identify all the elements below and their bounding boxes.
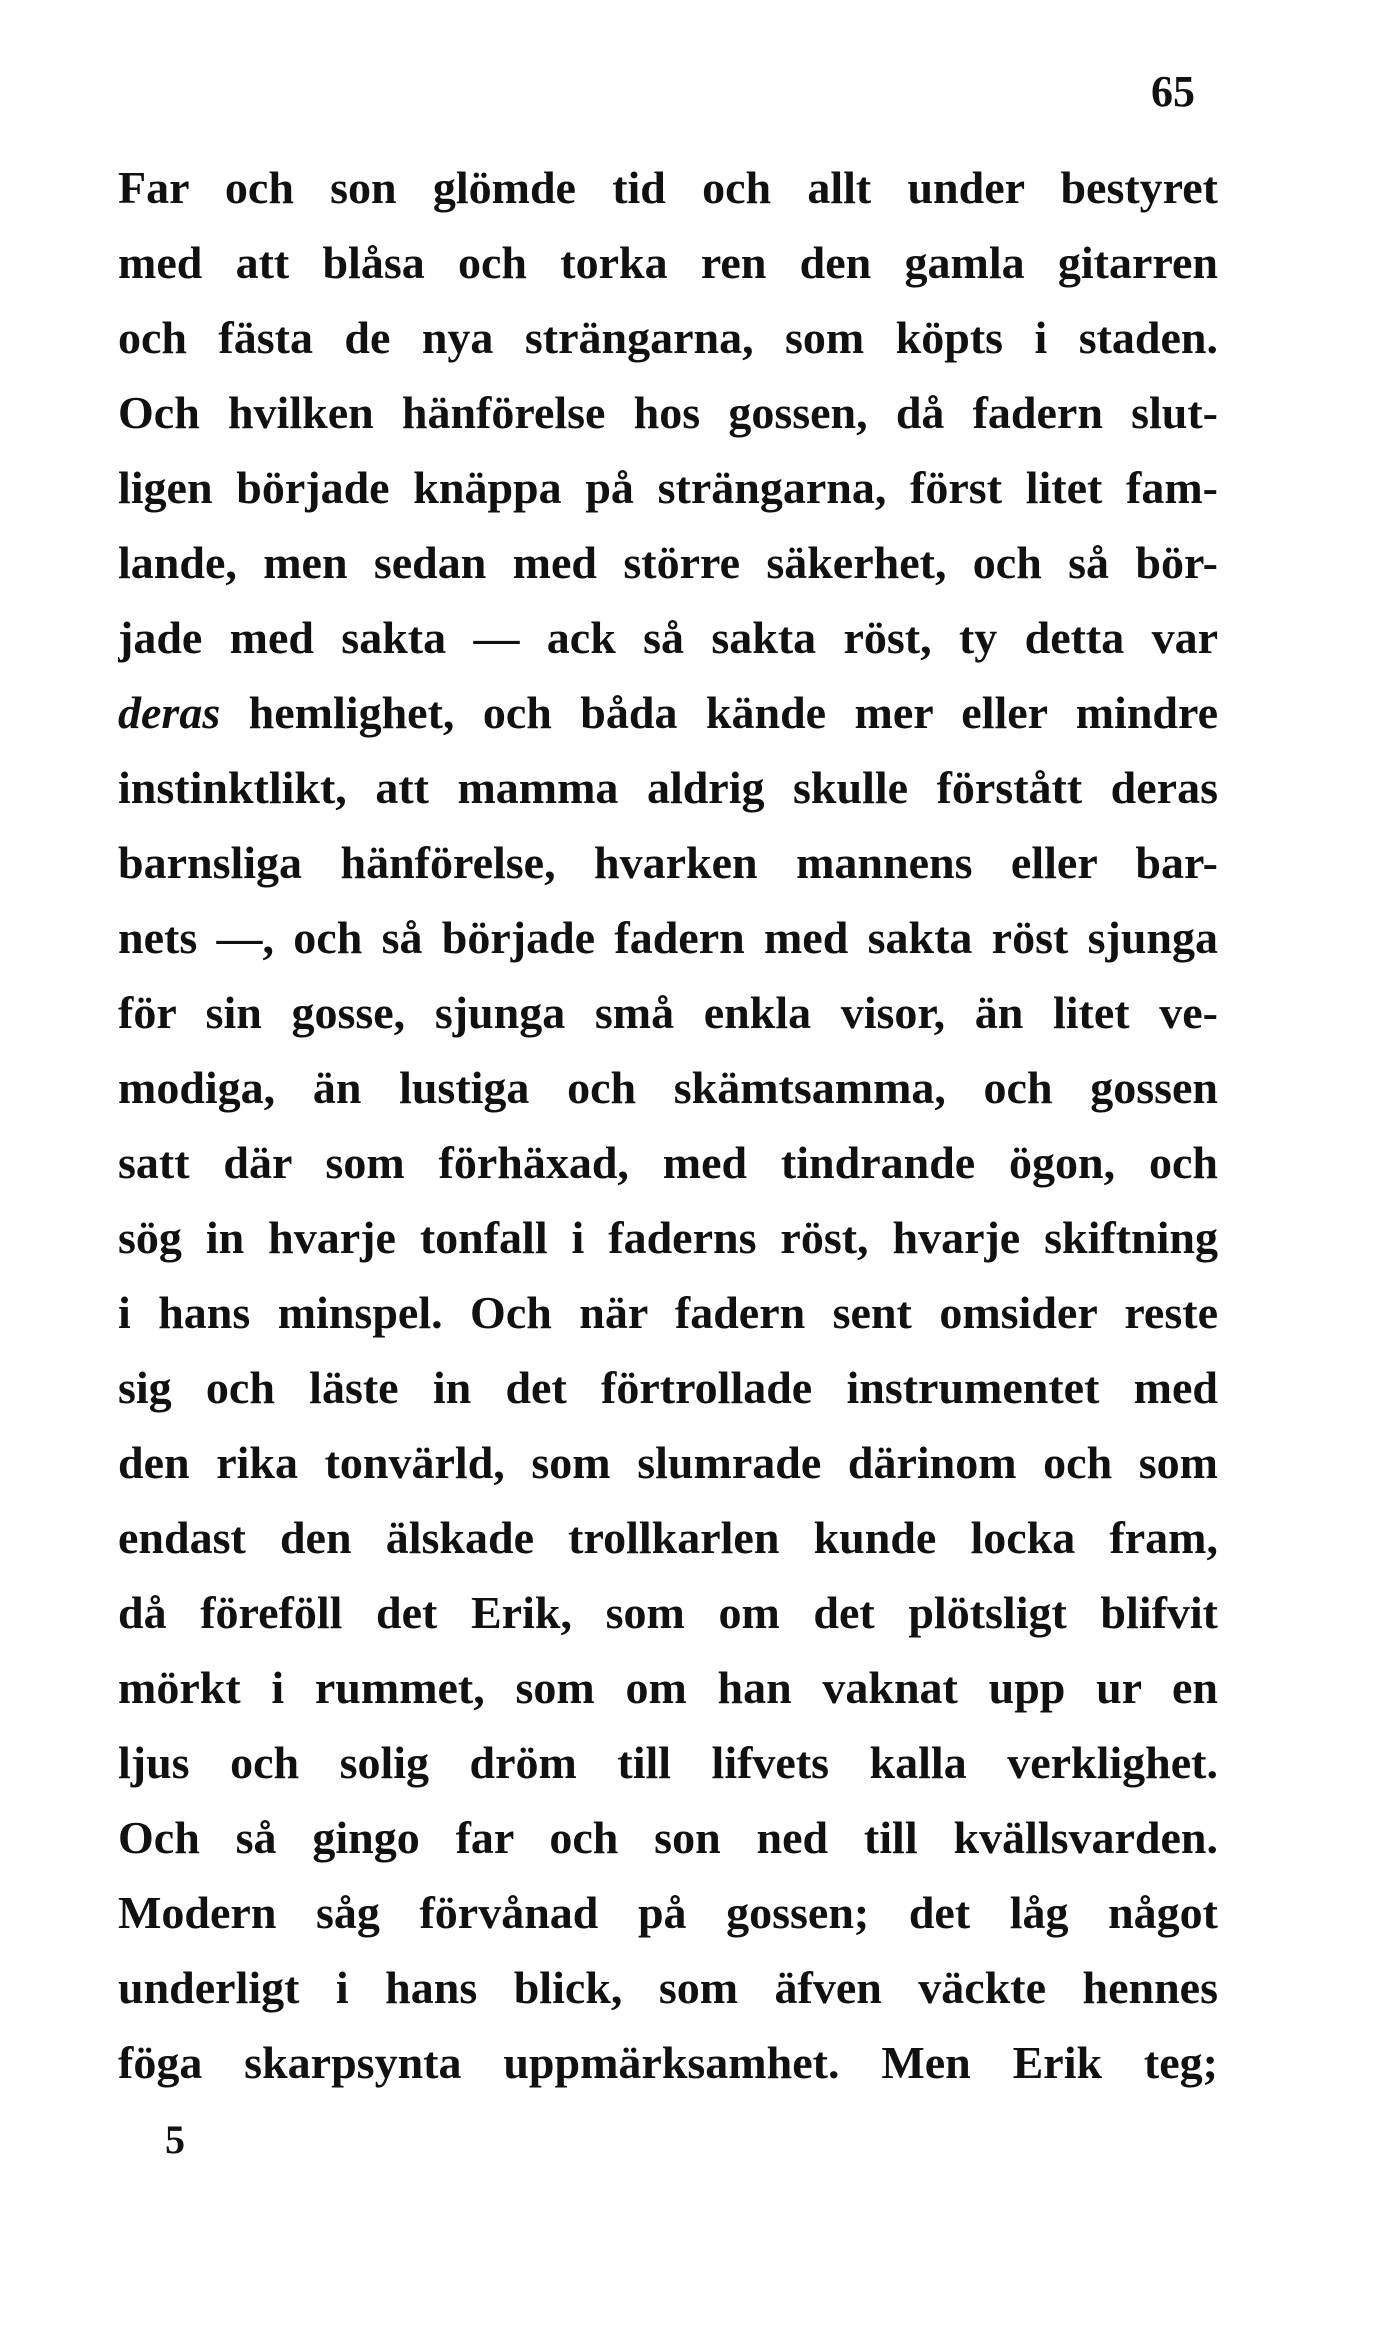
text-line: ljus och solig dröm till lifvets kalla verklighet. (118, 1737, 1218, 1788)
text-line: jade med sakta — ack så sakta röst, ty detta var (118, 612, 1218, 663)
signature-mark: 5 (165, 2117, 185, 2162)
text-line: då föreföll det Erik, som om det plötsligt blifvit (118, 1587, 1218, 1638)
text-line: i hans minspel. Och när fadern sent omsider reste (118, 1287, 1218, 1338)
page-number: 65 (1151, 67, 1195, 116)
text-line: mörkt i rummet, som om han vaknat upp ur en (118, 1662, 1218, 1713)
body-text (118, 150, 1218, 2100)
text-line: den rika tonvärld, som slumrade därinom och som (118, 1437, 1218, 1488)
text-line-rest: hemlighet, och båda kände mer eller mindre (220, 687, 1218, 738)
text-line: endast den älskade trollkarlen kunde locka fram, (118, 1512, 1218, 1563)
text-line: modiga, än lustiga och skämtsamma, och gossen (118, 1062, 1218, 1113)
text-line: ligen började knäppa på strängarna, först litet fam- (118, 462, 1218, 513)
text-line: barnsliga hänförelse, hvarken mannens eller bar- (118, 837, 1218, 888)
text-line: underligt i hans blick, som äfven väckte hennes (118, 1962, 1218, 2013)
text-line: föga skarpsynta uppmärksamhet. Men Erik teg; (118, 2037, 1218, 2088)
text-line: sig och läste in det förtrollade instrumentet med (118, 1362, 1218, 1413)
text-line: sög in hvarje tonfall i faderns röst, hvarje skiftning (118, 1212, 1218, 1263)
text-line: för sin gosse, sjunga små enkla visor, än litet ve- (118, 987, 1218, 1038)
text-line: och fästa de nya strängarna, som köpts i staden. (118, 312, 1218, 363)
text-line: Och så gingo far och son ned till kvällsvarden. (118, 1812, 1218, 1863)
text-line-italic-start (118, 675, 1218, 750)
text-line: med att blåsa och torka ren den gamla gitarren (118, 237, 1218, 288)
text-line: Och hvilken hänförelse hos gossen, då fadern slut- (118, 387, 1218, 438)
text-line: Modern såg förvånad på gossen; det låg något (118, 1887, 1218, 1938)
text-line: Far och son glömde tid och allt under bestyret (118, 162, 1218, 213)
text-line: lande, men sedan med större säkerhet, och så bör- (118, 537, 1218, 588)
text-line: instinktlikt, att mamma aldrig skulle förstått deras (118, 762, 1218, 813)
text-line: nets —, och så började fadern med sakta röst sjunga (118, 912, 1218, 963)
text-line: satt där som förhäxad, med tindrande ögon, och (118, 1137, 1218, 1188)
italic-word: deras (118, 687, 221, 738)
